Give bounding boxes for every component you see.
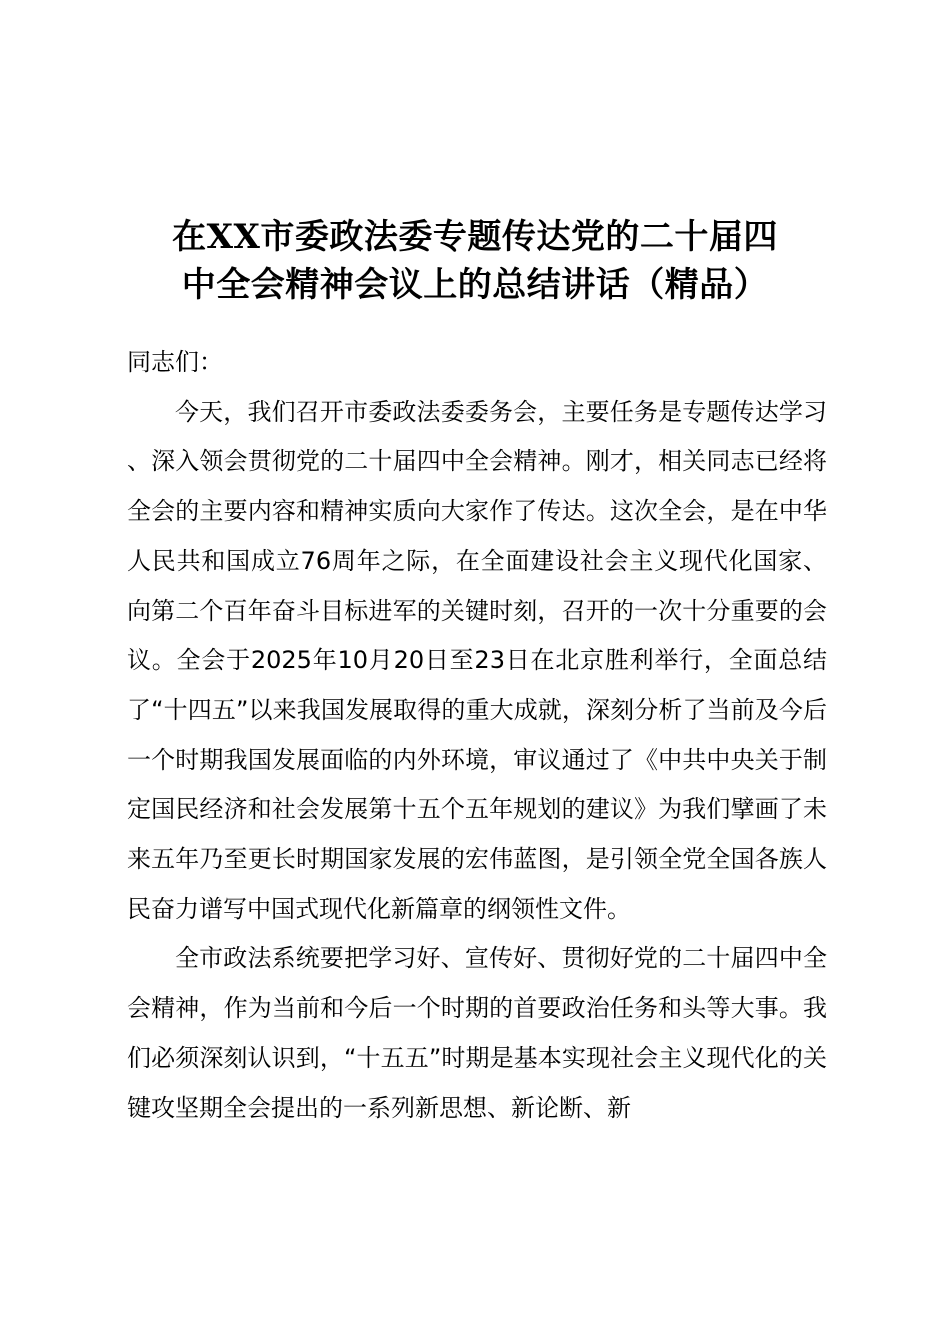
- document-body: [127, 338, 827, 1133]
- paragraph-2: 全市政法系统要把学习好、宣传好、贯彻好党的二十届四中全会精神，作为当前和今后一个时期的首要政治任务和头等大事。我们必须深刻认识到，“十五五”时期是基本实现社会主义现代化的关键攻坚期全会提出的一系列新思想、新论断、新: [127, 944, 827, 1122]
- title-line-1: 在XX市委政法委专题传达党的二十届四: [172, 216, 778, 257]
- title-line-2: 中全会精神会议上的总结讲话（精品）: [181, 264, 769, 305]
- salutation: 同志们：: [127, 348, 223, 376]
- document-title: [90, 213, 860, 309]
- paragraph-1: 今天，我们召开市委政法委委务会，主要任务是专题传达学习、深入领会贯彻党的二十届四中全会精神。刚才，相关同志已经将全会的主要内容和精神实质向大家作了传达。这次全会，是在中华人民共和国成立76周年之际，在全面建设社会主义现代化国家、向第二个百年奋斗目标进军的关键时刻，召开的一次十分重要的会议。全会于2025年10月20日至23日在北京胜利举行，全面总结了“十四五”以来我国发展取得的重大成就，深刻分析了当前及今后一个时期我国发展面临的内外环境，审议通过了《中共中央关于制定国民经济和社会发展第十五个五年规划的建议》为我们擘画了未来五年乃至更长时期国家发展的宏伟蓝图，是引领全党全国各族人民奋力谱写中国式现代化新篇章的纲领性文件。: [127, 397, 827, 923]
